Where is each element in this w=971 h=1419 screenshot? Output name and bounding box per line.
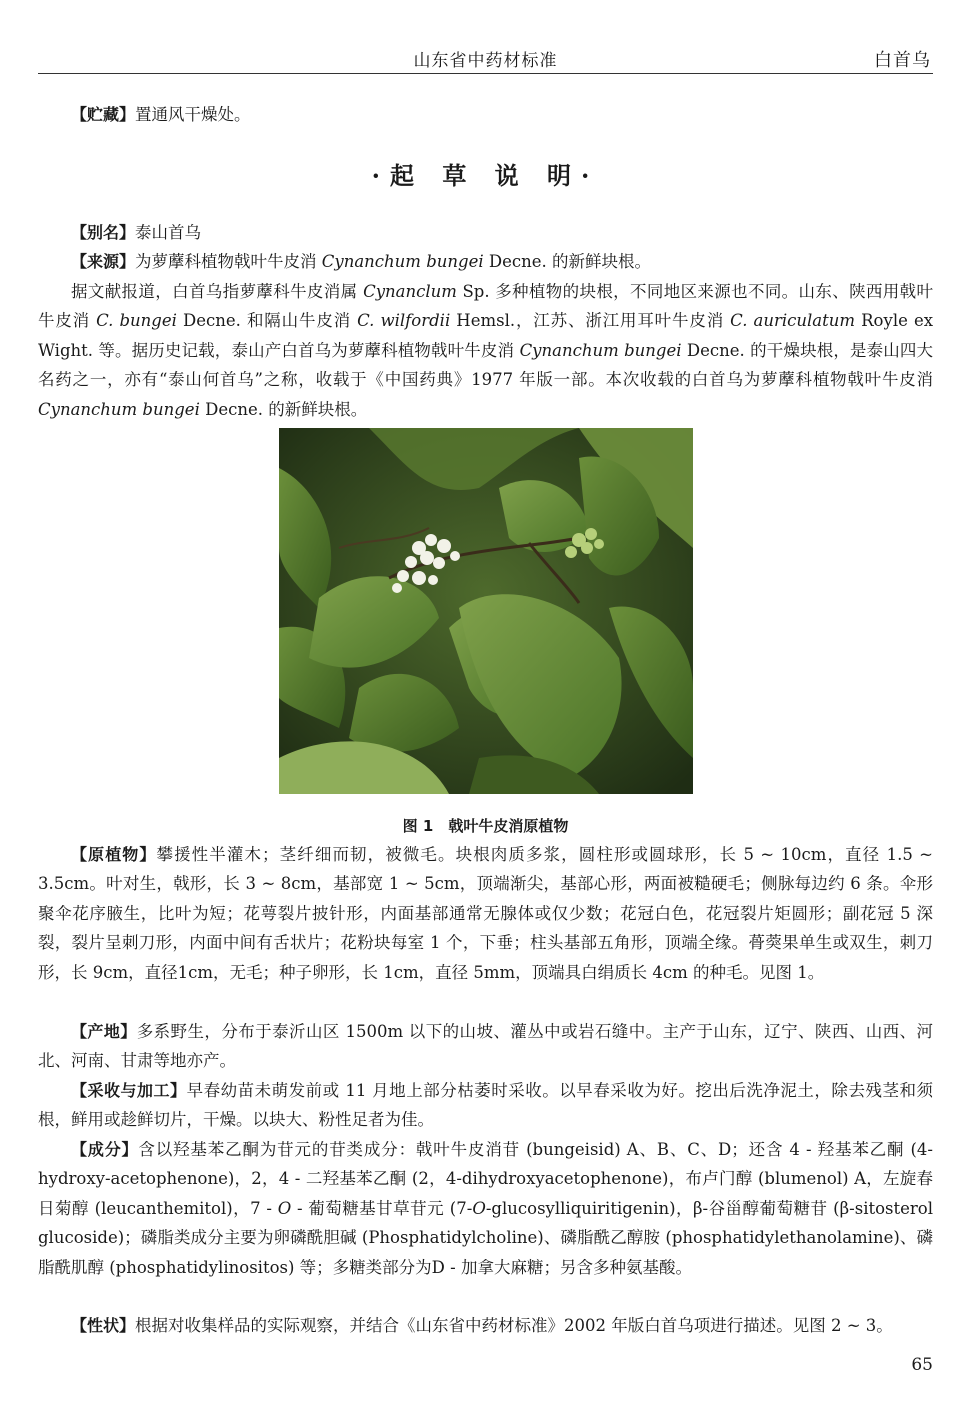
source-tag: 【来源】	[71, 252, 136, 271]
source-latin: Cynanchum bungei	[321, 252, 484, 271]
literature-text: Decne. 和隔山牛皮消	[176, 311, 358, 331]
original-plant-paragraph	[38, 840, 933, 987]
harvest-text: 早春幼苗未萌发前或 11 月地上部分枯萎时采收。以早春采收为好。挖出后洗净泥土，除去残茎和须根，鲜用或趁鲜切片，干燥。以块大、粉性足者为佳。	[38, 1081, 933, 1130]
storage-paragraph	[38, 100, 933, 129]
plant-illustration	[279, 428, 693, 794]
properties-tag: 【性状】	[71, 1316, 136, 1335]
latin-name: C. wilfordii	[357, 311, 451, 331]
harvest-tag: 【采收与加工】	[71, 1081, 187, 1100]
literature-text: Decne. 的干燥块根，是泰山四大名药之一，亦有“泰山何首乌”之称，收载于《中国药典》1977 年版一部。本次收载的白首乌为萝藦科植物戟叶牛皮消	[38, 340, 933, 390]
origin-tag: 【产地】	[71, 1022, 137, 1041]
italic-o: O	[277, 1198, 292, 1218]
literature-text: Hemsl.，江苏、浙江用耳叶牛皮消	[450, 311, 731, 331]
source-paragraph	[38, 247, 933, 276]
page-number: 65	[911, 1355, 933, 1375]
origin-paragraph	[38, 1017, 933, 1076]
plant-photo	[279, 428, 693, 794]
alias-text: 泰山首乌	[135, 223, 202, 242]
latin-name: Cynanchum bungei	[519, 340, 682, 360]
components-text: - 葡萄糖基甘草苷元 (7-	[291, 1198, 473, 1218]
components-tag: 【成分】	[71, 1140, 139, 1159]
literature-text: 据文献报道，白首乌指萝藦科牛皮消属	[71, 282, 364, 301]
alias-tag: 【别名】	[71, 223, 136, 242]
figure-caption: 图 1 戟叶牛皮消原植物	[402, 817, 569, 835]
header-rule	[38, 73, 933, 74]
section-title: ·起 草 说 明·	[371, 161, 600, 190]
running-header	[38, 46, 933, 72]
components-paragraph	[38, 1135, 933, 1282]
components-text: 含以羟基苯乙酮为苷元的苷类成分：戟叶牛皮消苷 (bungeisid) A、B、C、D；还含 4 - 羟基苯乙酮 (4-hydroxy-acetophenone)，2，4 - 二羟基苯乙酮 (2，4-dihydroxyacetophenone)，布卢门醇 (blumenol) A，左旋春日菊醇 (leucanthemitol)，7 -	[38, 1140, 933, 1218]
latin-name: C. auriculatum	[730, 311, 856, 331]
harvest-paragraph	[38, 1076, 933, 1135]
properties-text: 根据对收集样品的实际观察，并结合《山东省中药材标准》2002 年版白首乌项进行描述。见图 2 ~ 3。	[135, 1316, 893, 1335]
source-text: 为萝藦科植物戟叶牛皮消	[135, 252, 322, 271]
literature-text: Royle ex Wight. 等。据历史记载，泰山产白首乌为萝藦科植物戟叶牛皮消	[38, 311, 934, 360]
literature-paragraph	[38, 277, 933, 424]
entry-name: 白首乌	[874, 50, 931, 71]
latin-name: Cynanchum bungei	[38, 399, 200, 419]
latin-name: Cynanclum	[363, 282, 457, 301]
components-text: -glucosylliquiritigenin)，β-谷甾醇葡萄糖苷 (β-sitosterol glucoside)；磷脂类成分主要为卵磷酰胆碱 (Phosphatidylcholine)、磷脂酰乙醇胺 (phosphatidylethanolamine)、磷脂酰肌醇 (phosphatidylinositos) 等；多糖类部分为D - 加拿大麻糖；另含多种氨基酸。	[38, 1198, 933, 1277]
original-plant-tag: 【原植物】	[71, 845, 157, 864]
origin-text: 多系野生，分布于泰沂山区 1500m 以下的山坡、灌丛中或岩石缝中。主产于山东，辽宁、陕西、山西、河北、河南、甘肃等地亦产。	[38, 1022, 933, 1071]
literature-text: Sp. 多种植物的块根，不同地区来源也不同。山东、陕西用戟叶牛皮消	[38, 282, 933, 331]
original-plant-text: 攀援性半灌木；茎纤细而韧，被微毛。块根肉质多浆，圆柱形或圆球形，长 5 ~ 10cm，直径 1.5 ~ 3.5cm。叶对生，戟形，长 3 ~ 8cm，基部宽 1 ~ 5cm，顶端渐尖，基部心形，两面被糙硬毛；侧脉每边约 6 条。伞形聚伞花序腋生，比叶为短；花萼裂片披针形，内面基部通常无腺体或仅少数；花冠白色，花冠裂片矩圆形；副花冠 5 深裂，裂片呈刺刀形，内面中间有舌状片；花粉块每室 1 个，下垂；柱头基部五角形，顶端全缘。蓇葖果单生或双生，刺刀形，长 9cm，直径1cm，无毛；种子卵形，长 1cm，直径 5mm，顶端具白绢质长 4cm 的种毛。见图 1。	[38, 845, 933, 982]
source-text-end: Decne. 的新鲜块根。	[483, 252, 651, 271]
italic-o: O	[472, 1198, 486, 1218]
properties-paragraph	[38, 1311, 933, 1340]
latin-name: C. bungei	[96, 311, 177, 331]
alias-paragraph	[38, 218, 933, 247]
storage-tag: 【贮藏】	[71, 105, 136, 124]
storage-text: 置通风干燥处。	[135, 105, 251, 124]
literature-text: Decne. 的新鲜块根。	[199, 399, 368, 419]
book-title: 山东省中药材标准	[413, 51, 558, 71]
